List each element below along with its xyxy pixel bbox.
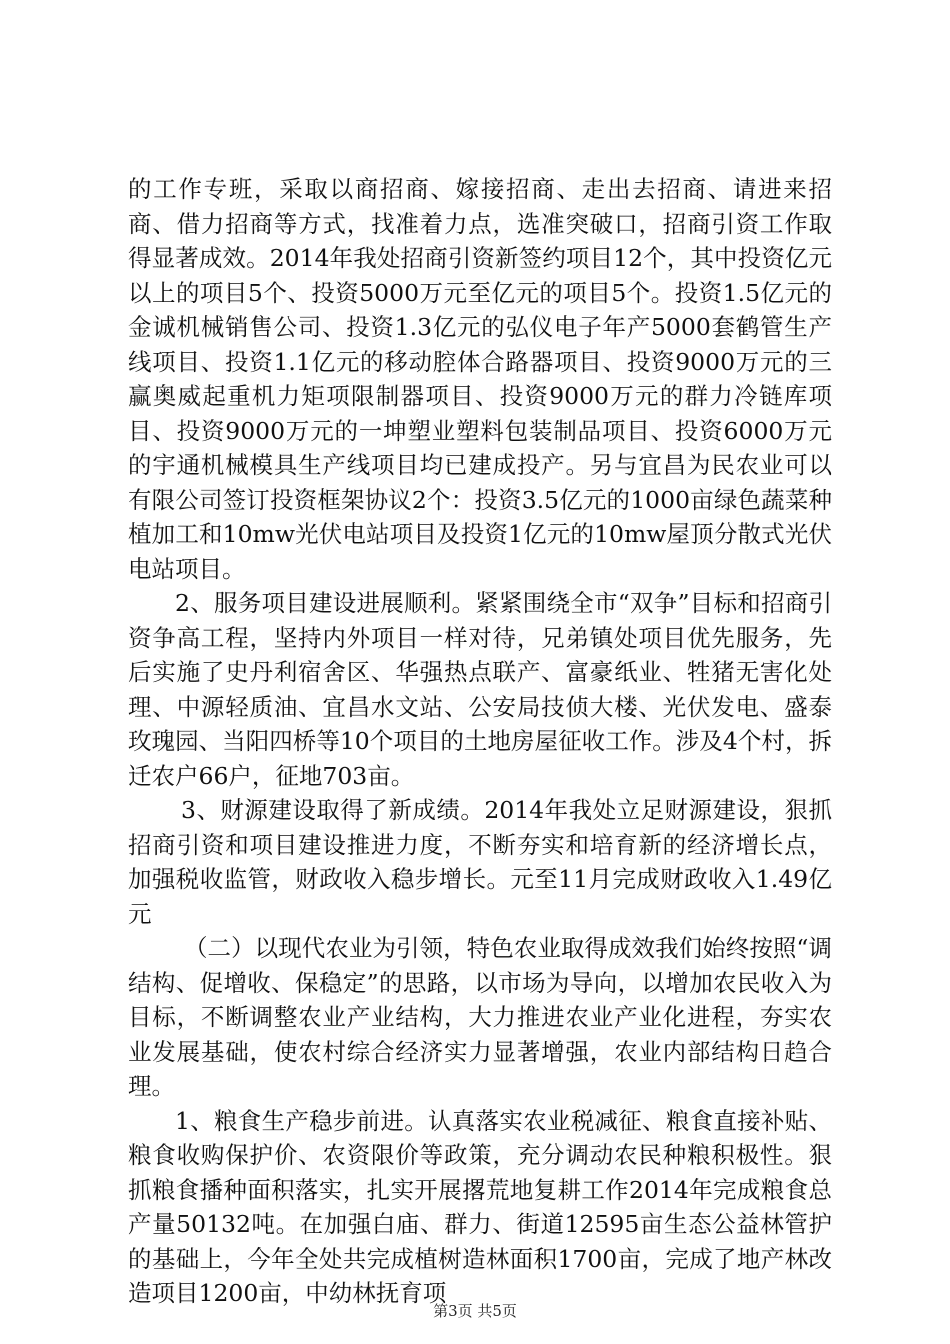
paragraph-modern-agriculture: （二）以现代农业为引领，特色农业取得成效我们始终按照“调结构、促增收、保稳定”的思路，以市场为导向，以增加农民收入为目标，不断调整农业产业结构，大力推进农业产业化进程，夯实农业发展基础，使农村综合经济实力显著增强，农业内部结构日趋合理。 bbox=[128, 934, 832, 1100]
document-body bbox=[128, 172, 832, 1311]
paragraph-project-service: 2、服务项目建设进展顺利。紧紧围绕全市“双争”目标和招商引资争高工程，坚持内外项目一样对待，兄弟镇处项目优先服务，先后实施了史丹利宿舍区、华强热点联产、富豪纸业、牲猪无害化处理、中源轻质油、宜昌水文站、公安局技侦大楼、光伏发电、盛泰玫瑰园、当阳四桥等10个项目的土地房屋征收工作。涉及4个村，拆迁农户66户，征地703亩。 bbox=[128, 589, 832, 790]
paragraph-financial-revenue: 3、财源建设取得了新成绩。2014年我处立足财源建设，狠抓招商引资和项目建设推进力度，不断夯实和培育新的经济增长点，加强税收监管，财政收入稳步增长。元至11月完成财政收入1.49亿元 bbox=[128, 796, 832, 928]
paragraph-investment-results: 的工作专班，采取以商招商、嫁接招商、走出去招商、请进来招商、借力招商等方式，找准着力点，选准突破口，招商引资工作取得显著成效。2014年我处招商引资新签约项目12个，其中投资亿元以上的项目5个、投资5000万元至亿元的项目5个。投资1.5亿元的金诚机械销售公司、投资1.3亿元的弘仪电子年产5000套鹤管生产线项目、投资1.1亿元的移动腔体合路器项目、投资9000万元的三赢奥威起重机力矩项限制器项目、投资9000万元的群力冷链库项目、投资9000万元的一坤塑业塑料包装制品项目、投资6000万元的宇通机械模具生产线项目均已建成投产。另与宜昌为民农业可以有限公司签订投资框架协议2个：投资3.5亿元的1000亩绿色蔬菜种植加工和10mw光伏电站项目及投资1亿元的10mw屋顶分散式光伏电站项目。 bbox=[128, 175, 832, 583]
paragraph-grain-production: 1、粮食生产稳步前进。认真落实农业税减征、粮食直接补贴、粮食收购保护价、农资限价等政策，充分调动农民种粮积极性。狠抓粮食播种面积落实，扎实开展撂荒地复耕工作2014年完成粮食总产量50132吨。在加强白庙、群力、街道12595亩生态公益林管护的基础上，今年全处共完成植树造林面积1700亩，完成了地产林改造项目1200亩，中幼林抚育项 bbox=[128, 1106, 832, 1307]
page-number-footer: 第3页 共5页 bbox=[433, 1302, 517, 1320]
